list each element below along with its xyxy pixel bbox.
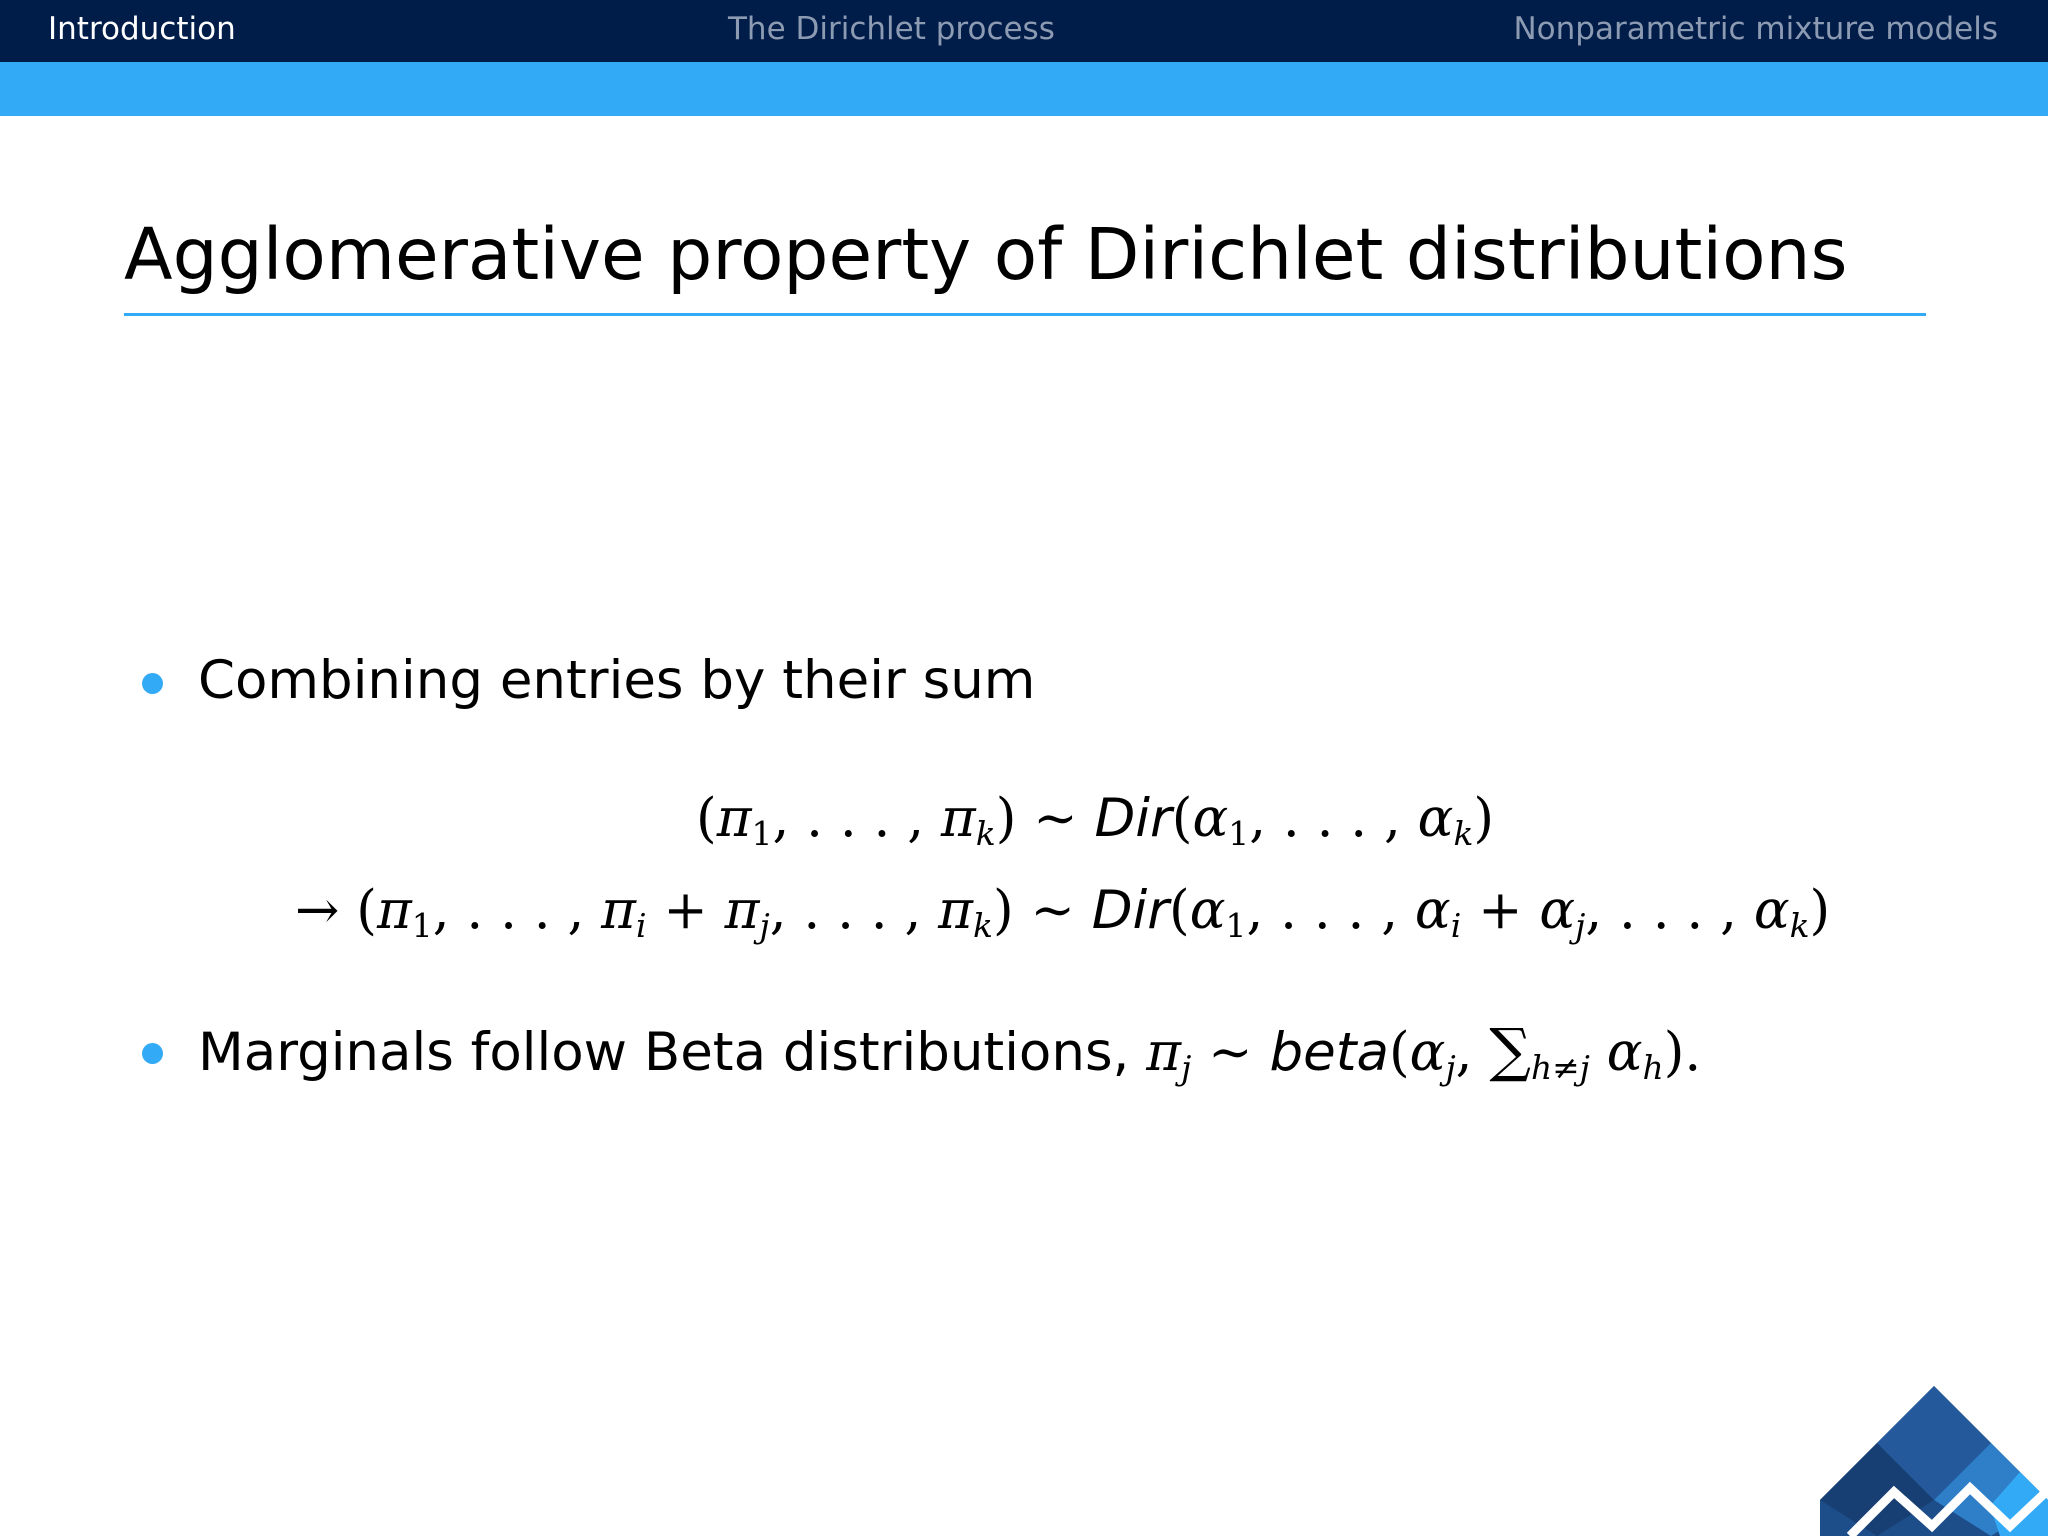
title-underline (124, 313, 1926, 316)
equation-line-1: ($\pi_1$, . . . , $\pi_k$) ∼ $Dir(\alpha_1$, . . . , $\alpha_k$) (696, 788, 1495, 854)
subsection-bar (0, 62, 2048, 116)
nav-section-introduction[interactable]: Introduction (48, 11, 236, 47)
bullet-item-marginals (198, 1017, 1701, 1086)
equation-line-2: → ($\pi_1$, . . . , $\pi_i + \pi_j$, . . . , $\pi_k$) ∼ $Dir(\alpha_1$, . . . , $\alpha_i + \alpha_j$, . . . , $\alpha_k$) (295, 880, 1831, 946)
section-navigation-bar (0, 0, 2048, 62)
bullet-item-combining: Combining entries by their sum (198, 650, 1036, 711)
nav-section-dirichlet-process[interactable]: The Dirichlet process (728, 11, 1055, 47)
frame-title: Agglomerative property of Dirichlet distributions (124, 213, 1848, 296)
bullet-icon (142, 673, 163, 694)
inline-equation-beta: $\pi_j$ ∼ $beta(\alpha_j$, $\sum_{h\ne j}$ $\alpha_h$). (1146, 1016, 1702, 1088)
mountain-logo-icon (1820, 1386, 2048, 1536)
nav-section-nonparametric-mixture-models[interactable]: Nonparametric mixture models (1513, 11, 1998, 47)
bullet-icon (142, 1043, 163, 1064)
bullet-item-marginals-text: Marginals follow Beta distributions, (198, 1022, 1130, 1083)
